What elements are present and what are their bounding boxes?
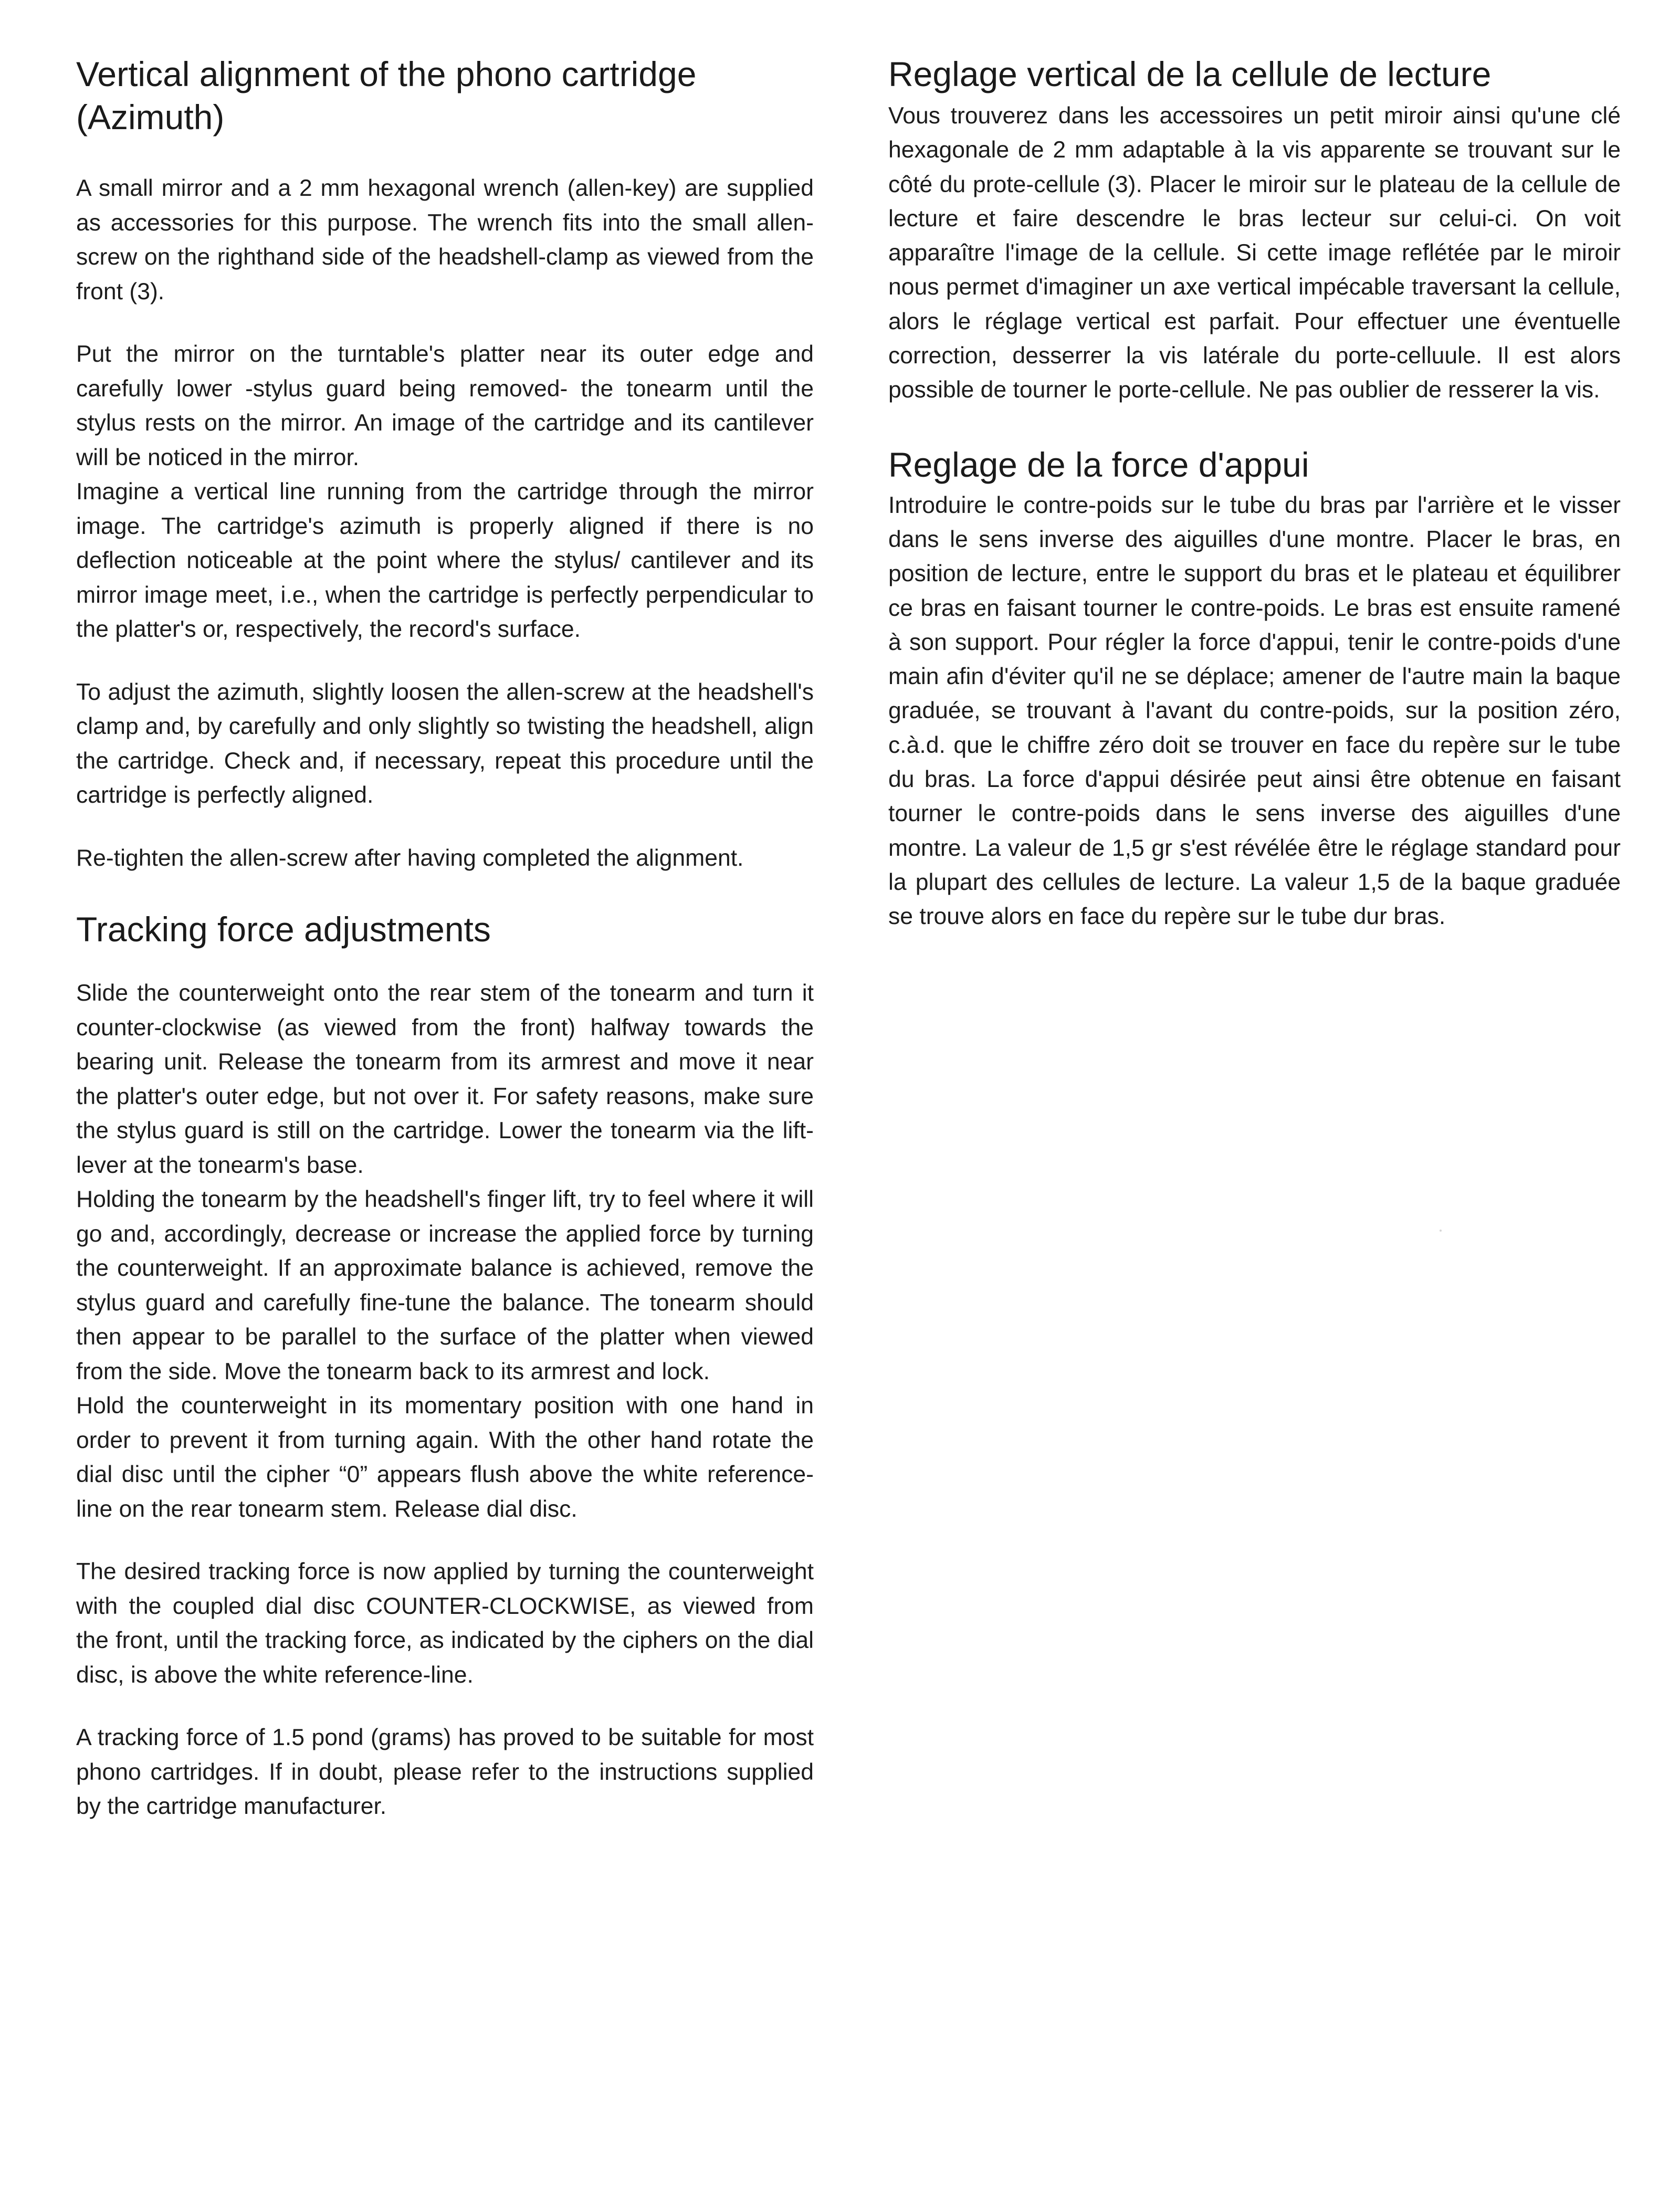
tracking-force-heading: Tracking force adjustments (76, 910, 491, 949)
tracking-paragraph-2: Holding the tonearm by the headshell's finger lift, try to feel where it will go and, accordingly, decrease or increase the applied force by turning the counterweight. If an approximate balance is achieved, remove the stylus guard and carefully fine-tune the balance. The tonearm should then appear to be parallel to the surface of the platter when viewed from the side. Move the tonearm back to its armrest and lock. (76, 1186, 814, 1384)
reglage-vertical-heading: Reglage vertical de la cellule de lecture (888, 55, 1492, 93)
azimuth-paragraph-1: A small mirror and a 2 mm hexagonal wrench (allen-key) are supplied as accessories for this purpose. The wrench fits into the small allen-screw on the righthand side of the headshell-clamp as viewed from the front (3). (76, 175, 814, 304)
force-appui-heading: Reglage de la force d'appui (888, 445, 1309, 484)
tracking-paragraph-5: A tracking force of 1.5 pond (grams) has proved to be suitable for most phono cartridges. If in doubt, please refer to the instructions supplied by the cartridge manufacturer. (76, 1725, 814, 1819)
tracking-paragraph-3: Hold the counterweight in its momentary position with one hand in order to prevent it from turning again. With the other hand rotate the dial disc until the cipher “0” appears flush above the white reference-line on the rear tonearm stem. Release dial disc. (76, 1393, 814, 1522)
azimuth-paragraph-5: Re-tighten the allen-screw after having completed the alignment. (76, 845, 744, 871)
scan-speck (1440, 1230, 1442, 1232)
tracking-paragraph-4: The desired tracking force is now applied by turning the counterweight with the coupled dial disc COUNTER-CLOCKWISE, as viewed from the front, until the tracking force, as indicated by the ciphers on the dial disc, is above the white reference-line. (76, 1559, 814, 1688)
azimuth-heading: Vertical alignment of the phono cartridge (Azimuth) (76, 55, 697, 136)
french-column (888, 52, 1621, 934)
azimuth-paragraph-4: To adjust the azimuth, slightly loosen the allen-screw at the headshell's clamp and, by carefully and only slightly so twisting the headshell, align the cartridge. Check and, if necessary, repeat this procedure until the cartridge is perfectly aligned. (76, 679, 814, 808)
reglage-vertical-paragraph: Vous trouverez dans les accessoires un petit miroir ainsi qu'une clé hexagonale de 2 mm adaptable à la vis apparente se trouvant sur le côté du prote-cellule (3). Placer le miroir sur le plateau de la cellule de lecture et faire descendre le bras lecteur sur celui-ci. On voit apparaître l'image de la cellule. Si cette image reflétée par le miroir nous permet d'imaginer un axe vertical impécable traversant la cellule, alors le réglage vertical est parfait. Pour effectuer une éventuelle correction, desserrer la vis latérale du porte-celluule. Il est alors possible de tourner le porte-cellule. Ne pas oublier de resserer la vis. (888, 103, 1621, 403)
azimuth-paragraph-2: Put the mirror on the turntable's platter near its outer edge and carefully lower -stylus guard being removed- the tonearm until the stylus rests on the mirror. An image of the cartridge and its cantilever will be noticed in the mirror. (76, 341, 814, 470)
tracking-paragraph-1: Slide the counterweight onto the rear stem of the tonearm and turn it counter-clockwise (as viewed from the front) halfway towards the bearing unit. Release the tonearm from its armrest and move it near the platter's outer edge, but not over it. For safety reasons, make sure the stylus guard is still on the cartridge. Lower the tonearm via the lift-lever at the tonearm's base. (76, 980, 814, 1178)
english-column (76, 52, 814, 1824)
azimuth-paragraph-3: Imagine a vertical line running from the cartridge through the mirror image. The cartridge's azimuth is properly aligned if there is no deflection noticeable at the point where the stylus/ cantilever and its mirror image meet, i.e., when the cartridge is perfectly perpendicular to the platter's or, respectively, the record's surface. (76, 479, 814, 642)
force-appui-paragraph: Introduire le contre-poids sur le tube du bras par l'arrière et le visser dans le sens inverse des aiguilles d'une montre. Placer le bras, en position de lecture, entre le support du bras et le plateau et équilibrer ce bras en faisant tourner le contre-poids. Le bras est ensuite ramené à son support. Pour régler la force d'appui, tenir le contre-poids d'une main afin d'éviter qu'il ne se déplace; amener de l'autre main la baque graduée, se trouvant à l'avant du contre-poids, sur la position zéro, c.à.d. que le chiffre zéro doit se trouver en face du repère sur le tube du bras. La force d'appui désirée peut ainsi être obtenue en faisant tourner le contre-poids dans le sens inverse des aiguilles d'une montre. La valeur de 1,5 gr s'est révélée être le réglage standard pour la plupart des cellules de lecture. La valeur 1,5 de la baque graduée se trouve alors en face du repère sur le tube dur bras. (888, 492, 1621, 930)
